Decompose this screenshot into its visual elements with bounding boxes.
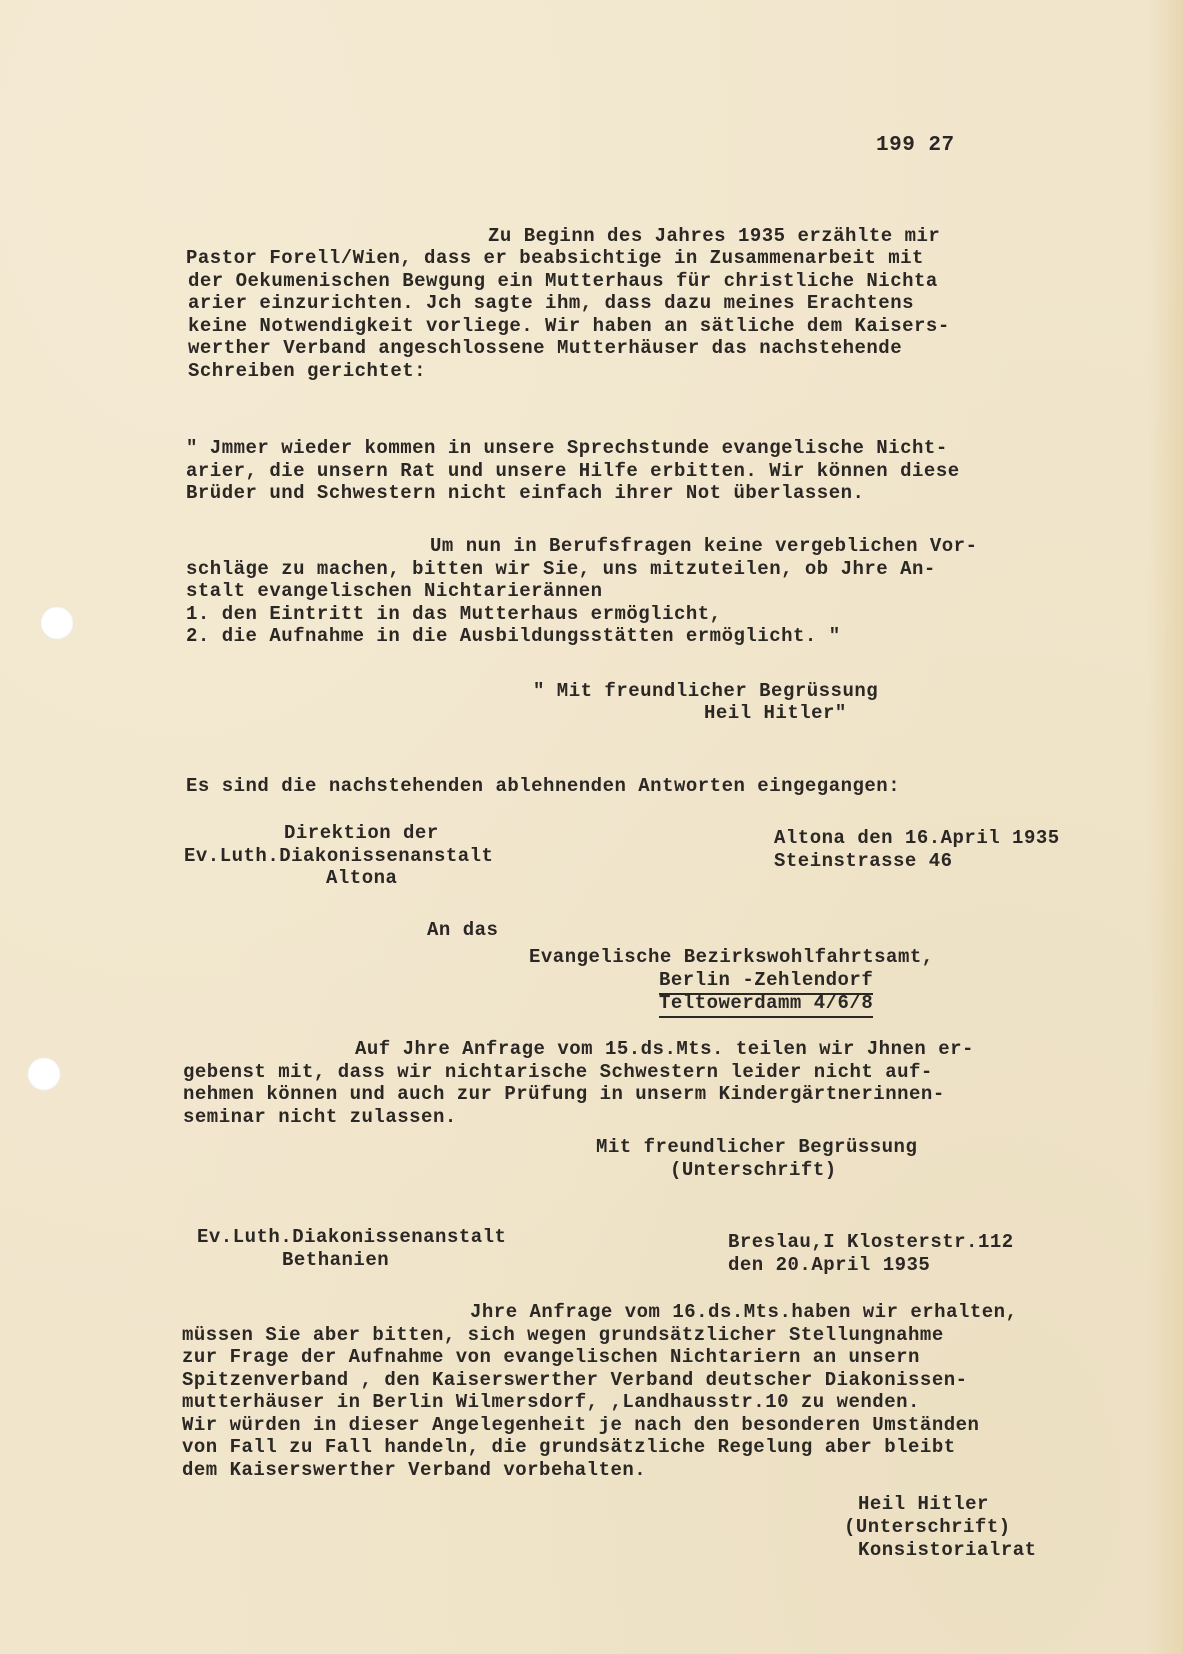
circular-line: stalt evangelischen Nichtarierännen <box>186 580 603 602</box>
intro-line: arier einzurichten. Jch sagte ihm, dass dazu meines Erachtens <box>188 292 915 314</box>
circular-line: arier, die unsern Rat und unsere Hilfe erbitten. Wir können diese <box>186 460 960 482</box>
circular-line: schläge zu machen, bitten wir Sie, uns mitzuteilen, ob Jhre An- <box>186 558 936 580</box>
circular-line: Um nun in Berufsfragen keine vergeblichen Vor- <box>430 535 978 557</box>
letter1-closing: Mit freundlicher Begrüssung <box>596 1136 918 1158</box>
letter1-body: nehmen können und auch zur Prüfung in unserm Kindergärtnerinnen- <box>183 1083 945 1105</box>
letter2-body: Wir würden in dieser Angelegenheit je nach den besonderen Umständen <box>182 1414 980 1436</box>
letter2-title: Konsistorialrat <box>858 1539 1037 1561</box>
intro-line: Zu Beginn des Jahres 1935 erzählte mir <box>488 225 941 247</box>
letter2-body: von Fall zu Fall handeln, die grundsätzliche Regelung aber bleibt <box>182 1436 956 1458</box>
letter2-body: Jhre Anfrage vom 16.ds.Mts.haben wir erhalten, <box>470 1301 1018 1323</box>
letter1-signature: (Unterschrift) <box>670 1159 837 1181</box>
intro-line: Pastor Forell/Wien, dass er beabsichtige in Zusammenarbeit mit <box>186 247 924 269</box>
letter2-date: den 20.April 1935 <box>728 1254 931 1276</box>
letter1-place-date: Altona den 16.April 1935 <box>774 827 1060 849</box>
intro-line: der Oekumenischen Bewgung ein Mutterhaus für christliche Nichta <box>188 270 938 292</box>
letter1-recipient-city: Berlin -Zehlendorf <box>659 969 873 995</box>
letter2-closing: Heil Hitler <box>858 1493 989 1515</box>
letter1-sender: Altona <box>326 867 398 889</box>
circular-closing: " Mit freundlicher Begrüssung <box>533 680 879 702</box>
punch-hole-upper <box>40 606 74 640</box>
letter1-body: seminar nicht zulassen. <box>183 1106 457 1128</box>
letter1-address: Steinstrasse 46 <box>774 850 953 872</box>
letter1-recipient-street: Teltowerdamm 4/6/8 <box>659 992 873 1018</box>
intro-line: keine Notwendigkeit vorliege. Wir haben an sätliche dem Kaisers- <box>188 315 950 337</box>
circular-line: 2. die Aufnahme in die Ausbildungsstätten ermöglicht. " <box>186 625 841 647</box>
letter1-body: Auf Jhre Anfrage vom 15.ds.Mts. teilen wir Jhnen er- <box>355 1038 974 1060</box>
letter2-signature: (Unterschrift) <box>844 1516 1011 1538</box>
letter2-body: mutterhäuser in Berlin Wilmersdorf, ,Landhausstr.10 zu wenden. <box>182 1391 920 1413</box>
punch-hole-lower <box>27 1057 61 1091</box>
letter2-sender: Ev.Luth.Diakonissenanstalt <box>197 1226 507 1248</box>
answers-intro: Es sind die nachstehenden ablehnenden Antworten eingegangen: <box>186 775 901 797</box>
circular-line: 1. den Eintritt in das Mutterhaus ermöglicht, <box>186 603 722 625</box>
letter1-to-label: An das <box>427 919 499 941</box>
page-number: 199 27 <box>876 134 955 157</box>
letter1-recipient: Evangelische Bezirkswohlfahrtsamt, <box>529 946 934 968</box>
letter2-sender: Bethanien <box>282 1249 390 1271</box>
letter1-sender: Direktion der <box>284 822 439 844</box>
intro-line: Schreiben gerichtet: <box>188 360 427 382</box>
letter2-place: Breslau,I Klosterstr.112 <box>728 1231 1014 1253</box>
letter2-body: müssen Sie aber bitten, sich wegen grundsätzlicher Stellungnahme <box>182 1324 944 1346</box>
circular-closing: Heil Hitler" <box>704 702 847 724</box>
letter1-body: gebenst mit, dass wir nichtarische Schwestern leider nicht auf- <box>183 1061 933 1083</box>
paper-edge <box>1147 0 1183 1654</box>
letter2-body: Spitzenverband , den Kaiserswerther Verband deutscher Diakonissen- <box>182 1369 968 1391</box>
letter1-sender: Ev.Luth.Diakonissenanstalt <box>184 845 494 867</box>
circular-line: Brüder und Schwestern nicht einfach ihrer Not überlassen. <box>186 482 865 504</box>
letter2-body: zur Frage der Aufnahme von evangelischen Nichtariern an unsern <box>182 1346 920 1368</box>
letter2-body: dem Kaiserswerther Verband vorbehalten. <box>182 1459 647 1481</box>
intro-line: werther Verband angeschlossene Mutterhäuser das nachstehende <box>188 337 903 359</box>
circular-line: " Jmmer wieder kommen in unsere Sprechstunde evangelische Nicht- <box>186 437 948 459</box>
